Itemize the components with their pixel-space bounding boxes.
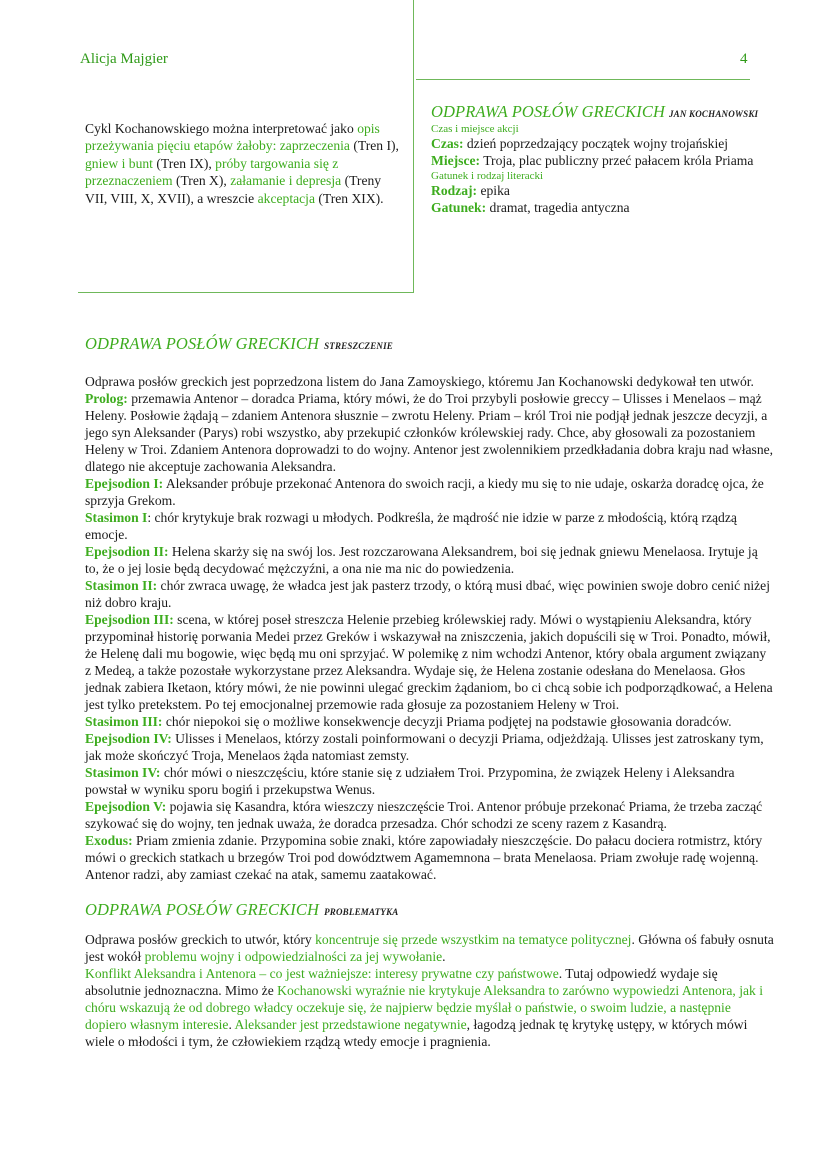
part-label: Epejsodion I:	[85, 476, 164, 491]
summary-title: ODPRAWA POSŁÓW GRECKICH	[85, 334, 319, 353]
problems-text: .	[442, 949, 446, 964]
part-text: Priam zmienia zdanie. Przypomina sobie znaki, które zapowiadały nieszczęście. Do pałacu dociera rotmistrz, który mówi o greckich statkach u brzegów Troi pod dowództwem Agamemnona – brata Menelaosa. Priam zwołuje radę wojenną. Antenor radzi, aby zamiast czekać na atak, samemu zaatakować.	[85, 833, 763, 882]
part-label: Stasimon I	[85, 510, 148, 525]
part-stasimon-3	[85, 713, 775, 730]
part-label: Epejsodion III:	[85, 612, 174, 627]
cycle-text: Cykl Kochanowskiego można interpretować jako	[85, 121, 354, 136]
part-label: Epejsodion V:	[85, 799, 167, 814]
part-text: Helena skarży się na swój los. Jest rozczarowana Aleksandrem, boi się jednak gniewu Menelaosa. Irytuje ją to, że o jej losie będą decydować mężczyźni, a ona nie ma nic do powiedzenia.	[85, 544, 758, 576]
part-text: chór niepokoi się o możliwe konsekwencje decyzji Priama podjętej na podstawie głosowania doradców.	[162, 714, 732, 729]
part-label: Stasimon II:	[85, 578, 158, 593]
cycle-highlight: zaprzeczenia	[279, 138, 350, 154]
part-text: Aleksander próbuje przekonać Antenora do swoich racji, a kiedy mu się to nie udaje, oskarża doradcę ojca, że sprzyja Grekom.	[85, 476, 764, 508]
czas-line	[431, 136, 771, 153]
cycle-text: (Treny VII, VIII, X, XVII), a wreszcie	[85, 173, 382, 206]
page-number: 4	[740, 51, 748, 67]
problems-highlight: Konflikt Aleksandra i Antenora – co jest ważniejsze: interesy prywatne czy państwowe	[85, 966, 559, 981]
time-place-label: Czas i miejsce akcji	[431, 123, 519, 135]
problems-highlight: Aleksander jest przedstawione negatywnie	[234, 1017, 467, 1032]
cycle-text: (Tren I),	[349, 138, 399, 154]
rodzaj-label: Rodzaj:	[431, 183, 478, 199]
gatunek-label: Gatunek:	[431, 199, 487, 215]
problems-highlight: problemu wojny i odpowiedzialności za jej wywołanie	[144, 949, 443, 964]
part-label: Exodus:	[85, 833, 133, 848]
part-text: Ulisses i Menelaos, którzy zostali poinformowani o decyzji Priama, odjeżdżają. Ulisses jest zatroskany tym, jak może skończyć Troja, Menelaos żąda natomiast zemsty.	[85, 731, 764, 763]
problems-paragraph-2	[85, 965, 775, 1050]
problems-text: Odprawa posłów greckich to utwór, który	[85, 932, 316, 947]
part-text: scena, w której poseł streszcza Helenie przebieg królewskiej rady. Mówi o wystąpieniu Aleksandra, który przypominał historię porwania Medei przez Greków i wskazywał na zniszczenia, jakich dopuścili się w Troi. Ponadto, mówił, że Helenę dali mu bogowie, więc będą mu oni sprzyjać. W polemikę z nim wchodzi Antenor, który obala argument związany z Medeą, a także pozostałe wykorzystane przez Aleksandra. Wydaje się, że Helena zostanie odesłana do Menelaosa. Głos jednak zabiera Iketaon, który mówi, że nie powinni ulegać greckim żądaniom, bo ci chcą sobie ich podporządkować, a Helena jest tylko pretekstem. Po tej emocjonalnej przemowie rada głosuje za pozostaniem Heleny w Troi.	[85, 612, 773, 712]
summary-intro: Odprawa posłów greckich jest poprzedzona listem do Jana Zamoyskiego, któremu Jan Kochanowski dedykował ten utwór.	[85, 374, 754, 389]
part-text: pojawia się Kasandra, która wieszczy nieszczęście Troi. Antenor próbuje przekonać Priama, że trzeba zacząć szykować się do wojny, ten jednak uważa, że doradca przesadza. Chór schodzi ze sceny razem z Kasandrą.	[85, 799, 763, 831]
miejsce-line	[431, 153, 771, 170]
cycle-highlight: gniew i bunt	[85, 155, 153, 171]
part-prolog	[85, 390, 775, 475]
summary-heading	[85, 332, 775, 357]
sidebox-title-suffix: JAN KOCHANOWSKI	[668, 109, 759, 119]
part-exodus	[85, 832, 775, 883]
part-label: Epejsodion IV:	[85, 731, 172, 746]
part-epejsodion-5	[85, 798, 775, 832]
cycle-highlight: próby targowania się z przeznaczeniem	[85, 155, 339, 189]
problems-text: . Tutaj odpowiedź wydaje się absolutnie jednoznaczna. Mimo że	[85, 966, 718, 998]
problems-highlight: Kochanowski wyraźnie nie krytykuje Aleksandra to zarówno wypowiedzi Antenora, jak i chóru wskazują że od dobrego władcy oczekuje się, że najpierw będzie myślał o państwie, o swoim ludzie, a następnie dopiero własnym interesie	[85, 983, 763, 1032]
cycle-bottom-divider	[78, 292, 414, 293]
problems-text: .	[228, 1017, 235, 1032]
vertical-divider	[413, 0, 414, 293]
part-stasimon-4	[85, 764, 775, 798]
cycle-text: (Tren XIX).	[314, 190, 384, 206]
problems-text: . Główna oś fabuły osnuta jest wokół	[85, 932, 774, 964]
rodzaj-line	[431, 183, 771, 200]
part-stasimon-1	[85, 509, 775, 543]
cycle-paragraph	[85, 120, 405, 207]
part-label: Epejsodion II:	[85, 544, 169, 559]
part-text: przemawia Antenor – doradca Priama, który mówi, że do Troi przybyli posłowie greccy – Ulisses i Menelaos – mąż Heleny. Posłowie żądają – zdaniem Antenora słusznie – zwrotu Heleny. Priam – król Troi nie podjął jednak jeszcze decyzji, a jego syn Aleksander (Parys) robi wszystko, aby przekupić członków królewskiej rady. Chce, aby głosowali za pozostaniem Heleny w Troi. Zdaniem Antenora doprowadzi to do wojny. Antenor jest zwolennikiem przedkładania dobra kraju nad własne, dlatego nie akceptuje zachowania Aleksandra.	[85, 391, 774, 474]
cycle-text: (Tren IX),	[152, 155, 212, 171]
czas-value: dzień poprzedzający początek wojny trojańskiej	[463, 136, 729, 151]
cycle-highlight: opis przeżywania pięciu etapów żałoby:	[85, 121, 380, 154]
miejsce-value: Troja, plac publiczny przeć pałacem króla Priama	[480, 152, 754, 168]
part-label: Stasimon III:	[85, 714, 163, 729]
sidebox-title	[431, 102, 771, 122]
header-author: Alicja Majgier	[80, 51, 168, 67]
rodzaj-value: epika	[477, 183, 510, 199]
miejsce-label: Miejsce:	[431, 152, 481, 168]
sidebox-top-divider	[416, 79, 750, 80]
cycle-text: (Tren X),	[172, 173, 227, 189]
part-label: Prolog:	[85, 391, 128, 406]
part-text: chór zwraca uwagę, że władca jest jak pasterz trzody, o którą musi dbać, więc powinien swoje dobro cenić niżej niż dobro kraju.	[85, 578, 770, 610]
problems-title-suffix: PROBLEMATYKA	[324, 907, 399, 917]
part-epejsodion-4	[85, 730, 775, 764]
problems-paragraph-1	[85, 931, 775, 965]
part-epejsodion-2	[85, 543, 775, 577]
sidebox-title-main: ODPRAWA POSŁÓW GRECKICH	[431, 102, 665, 121]
cycle-highlight: załamanie i depresja	[230, 173, 342, 189]
problems-highlight: koncentruje się przede wszystkim na tematyce politycznej	[315, 932, 632, 947]
part-epejsodion-1	[85, 475, 775, 509]
part-text: : chór krytykuje brak rozwagi u młodych. Podkreśla, że mądrość nie idzie w parze z młodością, którą rządzą emocje.	[85, 510, 737, 542]
czas-label: Czas:	[431, 136, 464, 151]
problems-title: ODPRAWA POSŁÓW GRECKICH	[85, 900, 319, 919]
part-epejsodion-3	[85, 611, 775, 713]
part-stasimon-2	[85, 577, 775, 611]
gatunek-line	[431, 200, 771, 217]
gatunek-value: dramat, tragedia antyczna	[486, 199, 630, 215]
problems-text: , łagodzą jednak tę krytykę ustępy, w których mówi wiele o młodości i tym, że człowiekiem rządzą wtedy emocje i pragnienia.	[85, 1017, 748, 1049]
genre-label: Gatunek i rodzaj literacki	[431, 170, 544, 183]
info-sidebox	[431, 102, 771, 216]
problems-heading	[85, 898, 775, 923]
main-content	[85, 332, 775, 1050]
part-text: chór mówi o nieszczęściu, które stanie się z udziałem Troi. Przypomina, że związek Heleny i Aleksandra powstał w wyniku sporu bogiń i przekupstwa Wenus.	[85, 765, 735, 797]
summary-title-suffix: STRESZCZENIE	[324, 341, 393, 351]
part-label: Stasimon IV:	[85, 765, 161, 780]
cycle-highlight: akceptacja	[257, 190, 315, 206]
